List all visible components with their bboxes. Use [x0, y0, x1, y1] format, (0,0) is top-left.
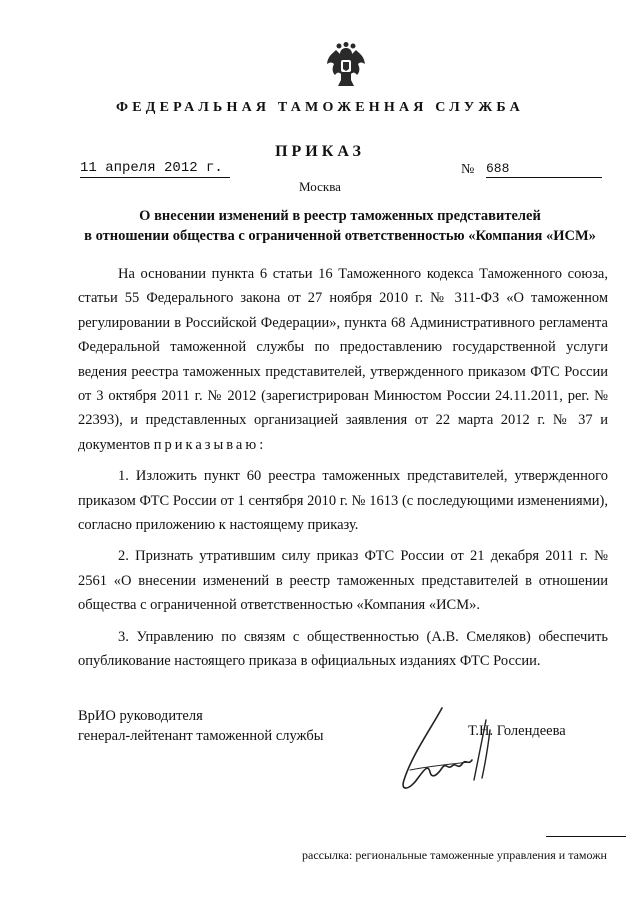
- position-line-2: генерал-лейтенант таможенной службы: [78, 728, 324, 744]
- subject-line-2: в отношении общества с ограниченной ответственностью «Компания «ИСМ»: [84, 228, 596, 244]
- signatory-name: Т.Н. Голендеева: [468, 723, 566, 739]
- distribution-divider: [546, 836, 626, 837]
- city: Москва: [299, 179, 341, 194]
- document-type: ПРИКАЗ: [275, 143, 365, 160]
- order-number: 688: [486, 161, 602, 178]
- order-number-label: №: [461, 162, 475, 177]
- order-item-1: 1. Изложить пункт 60 реестра таможенных представителей, утвержденного приказом ФТС России от 1 сентября 2010 г. № 1613 (с последующими изменениями), согласно приложению к настоящему приказу.: [78, 468, 608, 534]
- order-word: приказываю:: [153, 436, 267, 453]
- subject-line-1: О внесении изменений в реестр таможенных представителей: [139, 208, 541, 224]
- preamble-text: На основании пункта 6 статьи 16 Таможенного кодекса Таможенного союза, статьи 55 Федерального закона от 27 ноября 2010 г. № 311-ФЗ «О таможенном регулировании в Российской Федерации», пункта 68 Административного регламента Федеральной таможенной службы по предоставлению государственной услуги ведения реестра таможенных представителей, утвержденного приказом ФТС России от 3 октября 2011 г. № 2012 (зарегистрирован Минюстом России 24.11.2011, рег. № 22393), и представленных организацией заявления от 22 марта 2012 г. № 37 и документов: [78, 266, 608, 453]
- handwritten-signature: [390, 700, 510, 800]
- order-date: 11 апреля 2012 г.: [80, 160, 230, 178]
- coat-of-arms-icon: [324, 42, 368, 90]
- order-subject: [70, 206, 610, 246]
- order-item-2: 2. Признать утратившим силу приказ ФТС России от 21 декабря 2011 г. № 2561 «О внесении изменений в реестр таможенных представителей в отношении общества с ограниченной ответственностью «Компания «ИСМ».: [78, 548, 608, 614]
- order-item-3: 3. Управлению по связям с общественностью (А.В. Смеляков) обеспечить опубликование настоящего приказа в официальных изданиях ФТС России.: [78, 628, 608, 670]
- position-line-1: ВрИО руководителя: [78, 708, 203, 724]
- distribution-list: рассылка: региональные таможенные управления и таможн: [302, 848, 607, 862]
- signatory-position: [78, 706, 324, 746]
- agency-name: ФЕДЕРАЛЬНАЯ ТАМОЖЕННАЯ СЛУЖБА: [116, 100, 524, 115]
- preamble-paragraph: [78, 262, 608, 457]
- order-body: [78, 262, 608, 681]
